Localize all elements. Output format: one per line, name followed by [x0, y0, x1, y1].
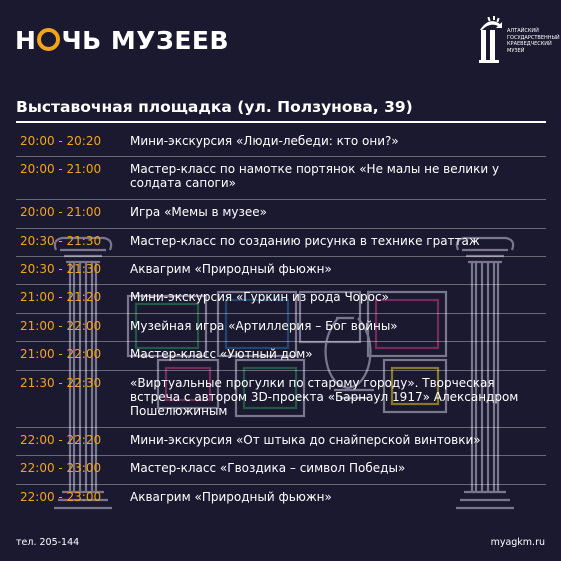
schedule-time: 22:00 - 23:00 — [20, 461, 102, 475]
schedule-title: Мастер-класс «Уютный дом» — [130, 347, 313, 361]
schedule-time: 21:00 - 21:20 — [20, 290, 102, 304]
footer-phone: тел. 205-144 — [16, 537, 80, 548]
logo-prefix: Н — [15, 26, 37, 55]
schedule-time: 21:00 - 22:00 — [20, 319, 102, 333]
schedule-time: 21:00 - 22:00 — [20, 347, 102, 361]
schedule-title: Мини-экскурсия «Люди-лебеди: кто они?» — [130, 134, 399, 148]
schedule-title: Мастер-класс по намотке портянок «Не малы не велики у солдата сапоги» — [130, 162, 500, 190]
schedule-title: Мастер-класс «Гвоздика – символ Победы» — [130, 461, 406, 475]
schedule-time: 20:00 - 20:20 — [20, 134, 102, 148]
schedule-title: Игра «Мемы в музее» — [130, 205, 268, 219]
schedule-time: 21:30 - 22:30 — [20, 376, 102, 390]
schedule-time: 20:30 - 21:30 — [20, 234, 102, 248]
logo-suffix: ЧЬ МУЗЕЕВ — [61, 26, 230, 55]
schedule-time: 22:00 - 23:00 — [20, 490, 102, 504]
schedule-separator — [16, 228, 546, 229]
schedule-time: 20:00 - 21:00 — [20, 162, 102, 176]
footer-site: myagkm.ru — [490, 537, 545, 548]
schedule-title: Мастер-класс по созданию рисунка в технике граттаж — [130, 234, 480, 248]
schedule-title: «Виртуальные прогулки по старому городу». Творческая встреча с автором 3D-проекта «Барнаул 1917» Александром Пошелюжиным — [130, 376, 519, 418]
schedule-title: Аквагрим «Природный фьюжн» — [130, 490, 332, 504]
schedule-separator — [16, 284, 546, 285]
schedule-title: Аквагрим «Природный фьюжн» — [130, 262, 332, 276]
schedule-separator — [16, 156, 546, 157]
schedule-time: 22:00 - 22:20 — [20, 433, 102, 447]
museum-name: АЛТАЙСКИЙ ГОСУДАРСТВЕННЫЙ КРАЕВЕДЧЕСКИЙ МУЗЕЙ — [507, 28, 560, 54]
schedule-separator — [16, 484, 546, 485]
schedule-time: 20:00 - 21:00 — [20, 205, 102, 219]
schedule-separator — [16, 341, 546, 342]
schedule-title: Мини-экскурсия «Гуркин из рода Чорос» — [130, 290, 389, 304]
schedule-separator — [16, 313, 546, 314]
schedule-separator — [16, 256, 546, 257]
schedule-separator — [16, 455, 546, 456]
schedule-title: Мини-экскурсия «От штыка до снайперской винтовки» — [130, 433, 481, 447]
schedule-separator — [16, 370, 546, 371]
schedule-title: Музейная игра «Артиллерия – Бог войны» — [130, 319, 398, 333]
schedule-separator — [16, 199, 546, 200]
venue-title: Выставочная площадка (ул. Ползунова, 39) — [16, 98, 413, 116]
schedule-time: 20:30 - 21:30 — [20, 262, 102, 276]
schedule-separator — [16, 427, 546, 428]
